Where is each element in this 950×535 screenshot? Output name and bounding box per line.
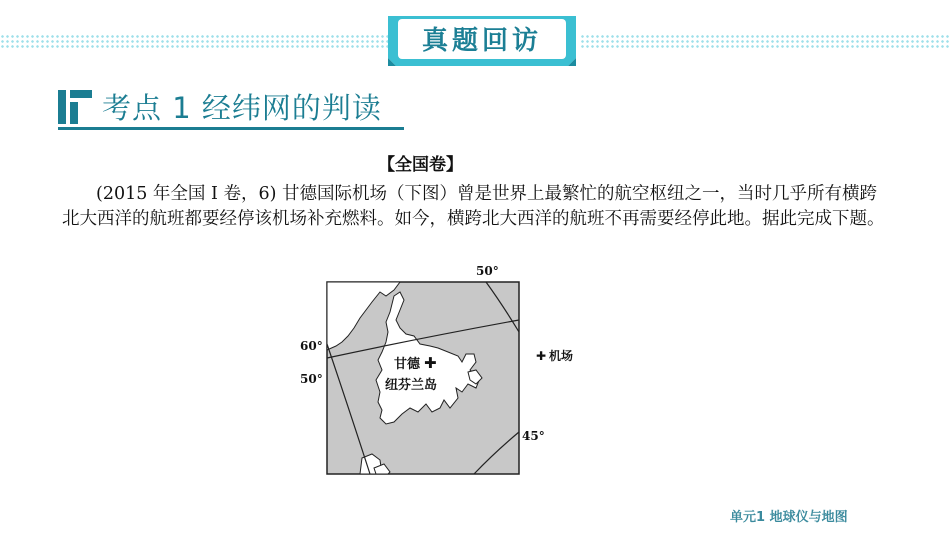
section-heading [58,88,418,128]
label-newfoundland: 纽芬兰岛 [385,378,438,393]
gander-map [290,262,610,480]
question-source: 【全国卷】 [378,155,463,175]
airport-marker-icon: ✚ [424,354,437,372]
section-underline [58,127,404,130]
footer-unit-label: 单元1 地球仪与地图 [730,510,848,525]
header-dots-right [580,34,950,48]
header-dots-left [0,34,392,48]
section-bars-icon [58,90,92,124]
legend-airport-label: 机场 [549,349,574,363]
question-text: (2015 年全国 I 卷，6) 甘德国际机场（下图）曾是世界上最繁忙的航空枢纽之一，当时几乎所有横跨北大西洋的航班都要经停该机场补充燃料。如今，横跨北大西洋的航班不再需要经停此地。据此完成下题。 [62,184,885,229]
label-50-left: 50° [300,372,323,386]
label-45: 45° [522,429,545,443]
label-50-top: 50° [476,264,499,278]
banner-title: 真题回访 [421,26,542,56]
label-60: 60° [300,339,323,353]
legend-airport-icon: ✚ [536,349,547,363]
section-title: 考点 1 经纬网的判读 [102,91,382,125]
label-gander: 甘德 [394,357,421,372]
